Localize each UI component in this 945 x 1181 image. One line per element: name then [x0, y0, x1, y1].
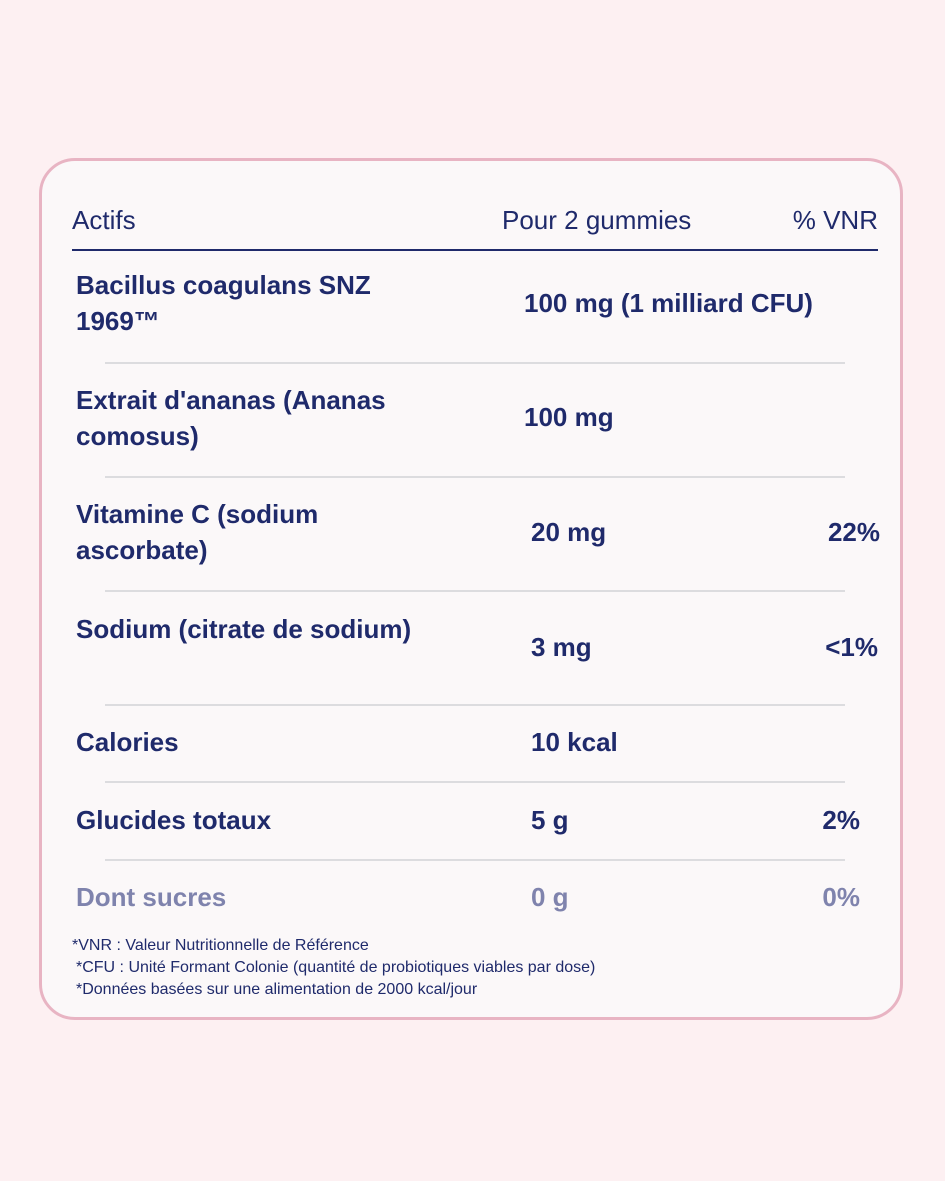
footnote-kcal: *Données basées sur une alimentation de 2000 kcal/jour: [76, 981, 478, 998]
table-header: [72, 203, 878, 251]
row-vnr: 0%: [822, 882, 860, 912]
row-name: Dont sucres: [76, 882, 227, 912]
row-amount: 5 g: [531, 805, 569, 835]
header-pour-2-gummies: Pour 2 gummies: [502, 205, 692, 235]
table-row: [76, 496, 880, 572]
row-vnr: 2%: [822, 805, 860, 835]
row-divider: [105, 476, 845, 478]
row-name: Vitamine C (sodium ascorbate): [76, 499, 319, 565]
table-row: [76, 724, 876, 764]
row-name: Sodium (citrate de sodium): [76, 614, 412, 644]
row-vnr: 22%: [827, 517, 880, 547]
row-name: Glucides totaux: [76, 805, 272, 835]
table-row: [76, 611, 876, 687]
table-row: [76, 267, 876, 343]
row-amount: 10 kcal: [531, 727, 618, 757]
table-row: [76, 802, 876, 842]
row-name: Calories: [76, 727, 179, 757]
table-row: [76, 879, 876, 919]
row-name: Extrait d'ananas (Ananas comosus): [76, 385, 386, 451]
header-actifs: Actifs: [72, 205, 136, 235]
row-vnr: <1%: [825, 632, 878, 662]
row-amount: 3 mg: [531, 632, 592, 662]
row-amount: 100 mg (1 milliard CFU): [524, 288, 813, 318]
table-row: [76, 382, 876, 458]
row-name: Bacillus coagulans SNZ 1969™: [76, 270, 371, 336]
row-amount: 20 mg: [531, 517, 607, 547]
row-divider: [105, 590, 845, 592]
footnote-vnr: *VNR : Valeur Nutritionnelle de Référence: [72, 937, 369, 954]
row-divider: [105, 859, 845, 861]
row-amount: 100 mg: [524, 402, 614, 432]
row-divider: [105, 362, 845, 364]
row-amount: 0 g: [531, 882, 569, 912]
row-divider: [105, 781, 845, 783]
footnotes: [72, 935, 595, 1001]
row-divider: [105, 704, 845, 706]
nutrition-facts-card: [39, 158, 903, 1020]
footnote-cfu: *CFU : Unité Formant Colonie (quantité de probiotiques viables par dose): [76, 959, 596, 976]
header-vnr: % VNR: [792, 205, 878, 235]
